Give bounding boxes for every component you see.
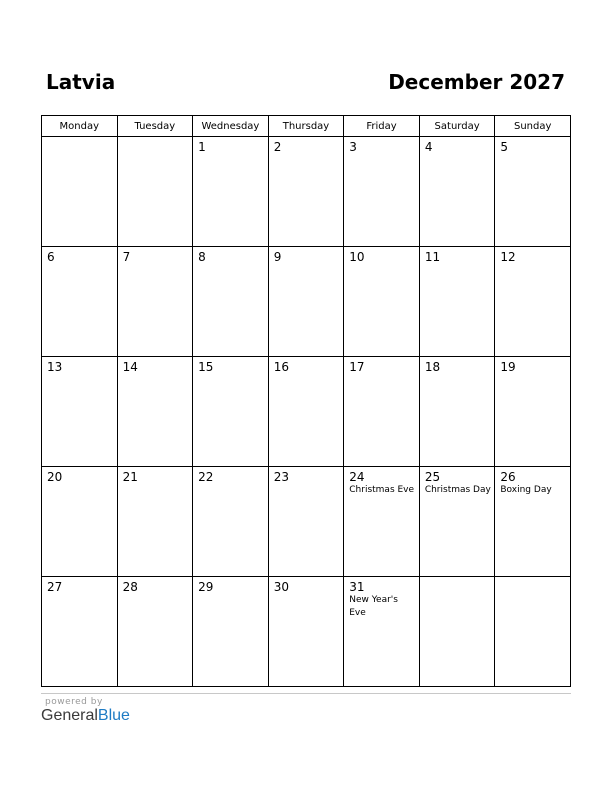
week-row: [42, 577, 571, 687]
day-number: 28: [122, 580, 138, 594]
day-number: 14: [122, 360, 138, 374]
day-number: 11: [424, 250, 441, 264]
day-number: 23: [273, 470, 289, 484]
day-number: 15: [198, 360, 214, 374]
day-cell: [193, 247, 269, 357]
day-number: 1: [198, 140, 206, 154]
month-title: December 2027: [388, 70, 565, 94]
day-number: 21: [122, 470, 138, 484]
logo-text-blue: Blue: [97, 707, 130, 724]
day-number: 16: [273, 360, 289, 374]
logo-text-general: General: [41, 707, 98, 724]
day-cell: [419, 467, 495, 577]
day-cell: [117, 357, 193, 467]
day-cell: [495, 467, 571, 577]
day-cell: [268, 467, 344, 577]
day-number: 31: [349, 580, 365, 594]
day-number: 17: [349, 360, 365, 374]
holiday-label: Christmas Eve: [349, 485, 415, 495]
day-cell: [344, 467, 420, 577]
day-cell: [268, 137, 344, 247]
day-number: 7: [122, 250, 131, 264]
holiday-label: Christmas Day: [424, 485, 491, 495]
day-cell: [419, 137, 495, 247]
day-cell: [344, 247, 420, 357]
day-cell: [193, 137, 269, 247]
country-title: Latvia: [46, 70, 116, 94]
day-cell: [268, 357, 344, 467]
generalblue-logo[interactable]: [41, 707, 130, 725]
day-cell: [419, 577, 495, 687]
day-number: 13: [47, 360, 63, 374]
day-cell: [42, 357, 118, 467]
week-row: [42, 137, 571, 247]
day-number: 22: [198, 470, 214, 484]
day-cell: [117, 467, 193, 577]
day-number: 4: [424, 140, 433, 154]
day-cell: [344, 357, 420, 467]
day-number: [118, 137, 193, 140]
day-cell: [42, 577, 118, 687]
day-cell: [117, 137, 193, 247]
holiday-label: Boxing Day: [500, 485, 552, 495]
day-cell: [495, 577, 571, 687]
day-number: 25: [424, 470, 441, 484]
day-cell: [268, 577, 344, 687]
day-cell: [495, 247, 571, 357]
day-cell: [344, 577, 420, 687]
day-number: 29: [198, 580, 214, 594]
day-cell: [117, 577, 193, 687]
day-cell: [193, 467, 269, 577]
day-cell: [419, 247, 495, 357]
day-number: 27: [47, 580, 63, 594]
calendar-grid: [41, 115, 571, 687]
day-number: 30: [273, 580, 289, 594]
holiday-label: New Year's Eve: [349, 595, 398, 618]
day-number: [42, 137, 117, 140]
day-number: 18: [424, 360, 441, 374]
day-number: 19: [500, 360, 516, 374]
weekday-header: Wednesday: [193, 116, 269, 137]
footer-divider: [41, 693, 571, 694]
day-number: 5: [500, 140, 509, 154]
day-number: 24: [349, 470, 365, 484]
day-number: 8: [198, 250, 206, 264]
day-cell: [495, 137, 571, 247]
day-cell: [42, 247, 118, 357]
day-number: [495, 577, 570, 580]
week-row: [42, 357, 571, 467]
weekday-header-row: [42, 116, 571, 137]
weekday-header: Friday: [344, 116, 420, 137]
day-number: 12: [500, 250, 516, 264]
day-cell: [268, 247, 344, 357]
day-cell: [193, 357, 269, 467]
day-cell: [419, 357, 495, 467]
week-row: [42, 467, 571, 577]
day-number: 26: [500, 470, 516, 484]
weekday-header: Monday: [42, 116, 118, 137]
day-cell: [42, 137, 118, 247]
weekday-header: Sunday: [495, 116, 571, 137]
weekday-header: Saturday: [419, 116, 495, 137]
weekday-header: Thursday: [268, 116, 344, 137]
day-cell: [42, 467, 118, 577]
day-number: 3: [349, 140, 357, 154]
day-number: 9: [273, 250, 282, 264]
day-cell: [117, 247, 193, 357]
day-cell: [344, 137, 420, 247]
day-number: [420, 577, 495, 580]
day-number: 20: [47, 470, 63, 484]
weekday-header: Tuesday: [117, 116, 193, 137]
day-number: 10: [349, 250, 365, 264]
day-number: 6: [47, 250, 55, 264]
week-row: [42, 247, 571, 357]
day-cell: [193, 577, 269, 687]
powered-by-label: powered by: [45, 697, 103, 707]
day-number: 2: [273, 140, 282, 154]
day-cell: [495, 357, 571, 467]
